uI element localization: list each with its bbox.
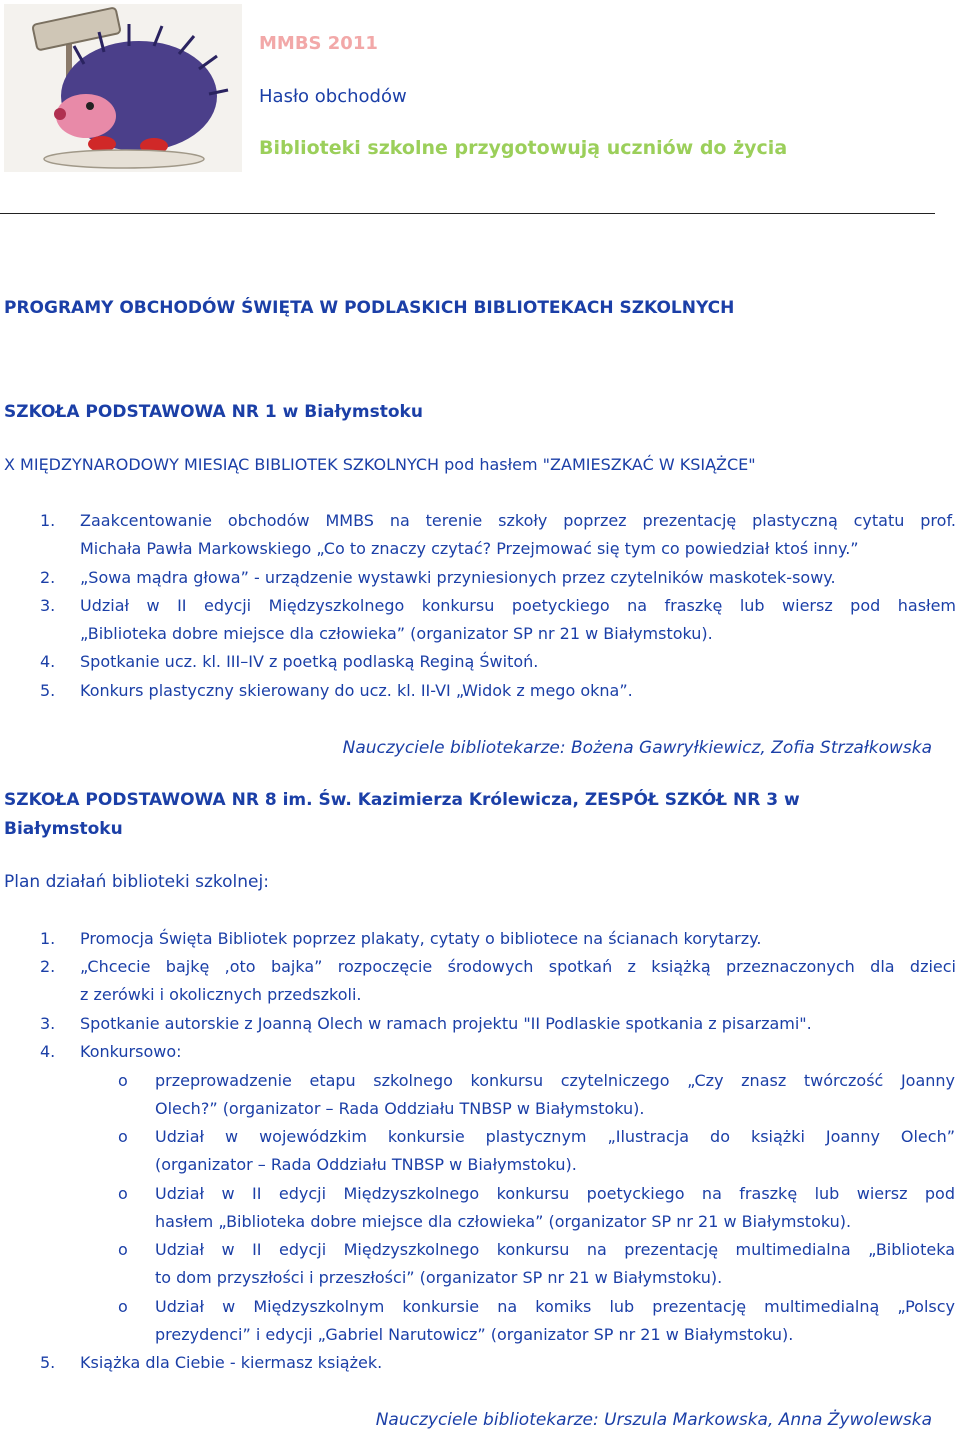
list-item-number: 2. xyxy=(40,568,56,587)
hedgehog-logo-icon xyxy=(4,4,242,172)
list-item-text: „Sowa mądra głowa” - urządzenie wystawki przyniesionych przez czytelników maskotek-sowy. xyxy=(80,568,836,587)
sub-item-text: Udział w Międzyszkolnym konkursie na komiks lub prezentację multimedialną „Polscy xyxy=(155,1297,955,1316)
school-2-name: SZKOŁA PODSTAWOWA NR 8 im. Św. Kazimierza Królewicza, ZESPÓŁ SZKÓŁ NR 3 w xyxy=(4,790,800,810)
list-item-text: Książka dla Ciebie - kiermasz książek. xyxy=(80,1353,383,1372)
event-title: MMBS 2011 xyxy=(259,33,378,54)
sub-item-text: (organizator – Rada Oddziału TNBSP w Białymstoku). xyxy=(155,1155,577,1174)
list-item-number: 1. xyxy=(40,929,56,948)
sub-item-text: Udział w II edycji Międzyszkolnego konkursu na prezentację multimedialna „Biblioteka xyxy=(155,1240,955,1259)
sub-item-text: prezydenci” i edycji „Gabriel Narutowicz” (organizator SP nr 21 w Białymstoku). xyxy=(155,1325,794,1344)
list-item-number: 2. xyxy=(40,957,56,976)
school-2-city: Białymstoku xyxy=(4,819,123,839)
slogan-text: Biblioteki szkolne przygotowują uczniów do życia xyxy=(259,137,788,159)
sub-bullet: o xyxy=(118,1297,128,1316)
sub-bullet: o xyxy=(118,1240,128,1259)
sub-item-text: hasłem „Biblioteka dobre miejsce dla człowieka” (organizator SP nr 21 w Białymstoku). xyxy=(155,1212,852,1231)
list-item-number: 5. xyxy=(40,1353,56,1372)
slogan-label: Hasło obchodów xyxy=(259,86,407,107)
list-item-text: Udział w II edycji Międzyszkolnego konkursu poetyckiego na fraszkę lub wiersz pod hasłem xyxy=(80,596,956,615)
programs-heading: PROGRAMY OBCHODÓW ŚWIĘTA W PODLASKICH BIBLIOTEKACH SZKOLNYCH xyxy=(4,298,735,318)
list-item-text: Spotkanie ucz. kl. III–IV z poetką podlaską Reginą Świtoń. xyxy=(80,652,539,671)
sub-bullet: o xyxy=(118,1184,128,1203)
list-item-text: Michała Pawła Markowskiego „Co to znaczy czytać? Przejmować się tym co powiedział ktoś inny.” xyxy=(80,539,859,558)
school-2-signature: Nauczyciele bibliotekarze: Urszula Markowska, Anna Żywolewska xyxy=(375,1410,932,1430)
sub-item-text: to dom przyszłości i przeszłości” (organizator SP nr 21 w Białymstoku). xyxy=(155,1268,723,1287)
list-item-text: „Biblioteka dobre miejsce dla człowieka” (organizator SP nr 21 w Białymstoku). xyxy=(80,624,713,643)
list-item-number: 3. xyxy=(40,596,56,615)
list-item-number: 4. xyxy=(40,1042,56,1061)
list-item-text: Konkurs plastyczny skierowany do ucz. kl. II-VI „Widok z mego okna”. xyxy=(80,681,633,700)
sub-item-text: Udział w II edycji Międzyszkolnego konkursu poetyckiego na fraszkę lub wiersz pod xyxy=(155,1184,955,1203)
sub-item-text: przeprowadzenie etapu szkolnego konkursu czytelniczego „Czy znasz twórczość Joanny xyxy=(155,1071,955,1090)
list-item-number: 4. xyxy=(40,652,56,671)
list-item-number: 3. xyxy=(40,1014,56,1033)
list-item-text: z zerówki i okolicznych przedszkoli. xyxy=(80,985,362,1004)
horizontal-divider xyxy=(0,213,935,214)
sub-item-text: Udział w wojewódzkim konkursie plastycznym „Ilustracja do książki Joanny Olech” xyxy=(155,1127,955,1146)
list-item-text: „Chcecie bajkę ,oto bajka” rozpoczęcie środowych spotkań z książką przeznaczonych dla dzieci xyxy=(80,957,956,976)
list-item-text: Konkursowo: xyxy=(80,1042,182,1061)
school-1-subtitle: X MIĘDZYNARODOWY MIESIĄC BIBLIOTEK SZKOLNYCH pod hasłem "ZAMIESZKAĆ W KSIĄŻCE" xyxy=(4,455,756,474)
sub-bullet: o xyxy=(118,1071,128,1090)
sub-item-text: Olech?” (organizator – Rada Oddziału TNBSP w Białymstoku). xyxy=(155,1099,645,1118)
list-item-text: Zaakcentowanie obchodów MMBS na terenie szkoły poprzez prezentację plastyczną cytatu prof. xyxy=(80,511,956,530)
list-item-text: Promocja Święta Bibliotek poprzez plakaty, cytaty o bibliotece na ścianach korytarzy. xyxy=(80,929,762,948)
sub-bullet: o xyxy=(118,1127,128,1146)
list-item-number: 5. xyxy=(40,681,56,700)
plan-heading: Plan działań biblioteki szkolnej: xyxy=(4,872,269,892)
school-1-name: SZKOŁA PODSTAWOWA NR 1 w Białymstoku xyxy=(4,402,423,422)
school-1-signature: Nauczyciele bibliotekarze: Bożena Gawryłkiewicz, Zofia Strzałkowska xyxy=(342,738,932,758)
list-item-text: Spotkanie autorskie z Joanną Olech w ramach projektu "II Podlaskie spotkania z pisarzami". xyxy=(80,1014,812,1033)
list-item-number: 1. xyxy=(40,511,56,530)
